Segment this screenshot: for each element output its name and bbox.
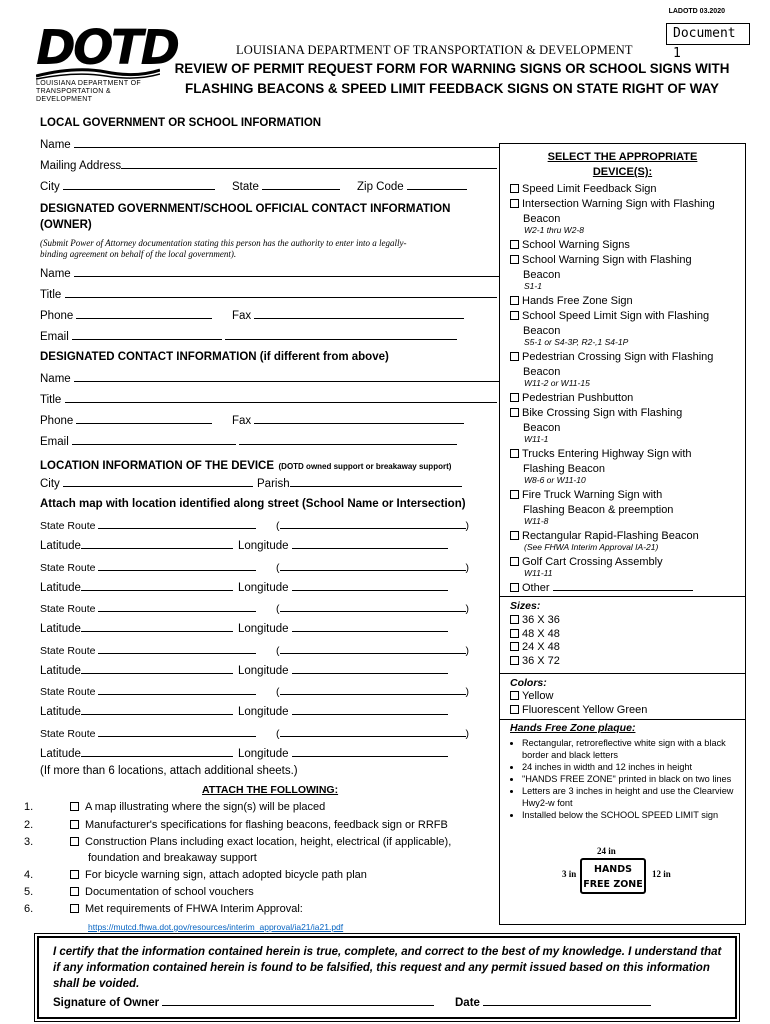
device-checkbox[interactable] xyxy=(510,311,519,320)
route-description-field[interactable]: ( ) xyxy=(276,686,469,699)
size-option[interactable] xyxy=(510,641,560,654)
location-city-field[interactable] xyxy=(40,477,253,490)
device-option[interactable] xyxy=(510,488,673,518)
device-checkbox[interactable] xyxy=(510,408,519,417)
attach-item-number: 5. xyxy=(24,886,34,898)
local-name-field[interactable] xyxy=(40,138,500,151)
attach-item-text: Met requirements of FHWA Interim Approval: xyxy=(85,903,303,915)
signature-label: Signature of Owner xyxy=(53,997,160,1009)
attach-item-number: 4. xyxy=(24,869,34,881)
state-route-label: State Route xyxy=(40,603,96,616)
size-label: 48 X 48 xyxy=(522,627,560,640)
state-route-label: State Route xyxy=(40,686,96,699)
sizes-divider xyxy=(500,596,745,597)
device-checkbox[interactable] xyxy=(510,255,519,264)
state-route-label: State Route xyxy=(40,644,96,657)
contact-phone-label: Phone xyxy=(40,415,74,427)
logo-text: DOTD xyxy=(36,20,178,76)
device-option[interactable] xyxy=(510,197,715,227)
longitude-field[interactable] xyxy=(238,539,448,552)
device-label-2: Beacon xyxy=(523,269,561,281)
device-label: Intersection Warning Sign with Flashing xyxy=(522,198,715,210)
device-option[interactable] xyxy=(510,182,657,197)
device-label: School Warning Signs xyxy=(522,239,630,251)
official-phone-label: Phone xyxy=(40,310,74,322)
contact-email-label: Email xyxy=(40,436,69,448)
attach-item-number: 6. xyxy=(24,903,34,915)
sign-line-1: HANDS xyxy=(594,864,632,875)
device-checkbox[interactable] xyxy=(510,490,519,499)
page-title xyxy=(166,59,738,99)
latitude-field[interactable] xyxy=(40,664,233,677)
attach-item-text: A map illustrating where the sign(s) will be placed xyxy=(85,801,326,813)
longitude-field[interactable] xyxy=(238,581,448,594)
device-checkbox[interactable] xyxy=(510,393,519,402)
official-title-field[interactable] xyxy=(40,288,497,301)
sign-line-2: FREE ZONE xyxy=(583,879,643,890)
local-state-field[interactable] xyxy=(232,180,340,193)
contact-fax-label: Fax xyxy=(232,415,252,427)
official-name-label: Name xyxy=(40,268,71,280)
attach-item-text: Documentation of school vouchers xyxy=(85,886,254,898)
route-description-field[interactable]: ( ) xyxy=(276,644,469,657)
attach-checkbox[interactable] xyxy=(70,802,79,811)
location-map-note: Attach map with location identified along street (School Name or Intersection) xyxy=(40,498,466,510)
plaque-bullets xyxy=(510,737,736,821)
local-mailing-field[interactable] xyxy=(40,159,497,172)
date-label: Date xyxy=(455,997,480,1009)
state-route-field[interactable] xyxy=(40,727,256,740)
device-option[interactable] xyxy=(510,253,692,283)
size-checkbox[interactable] xyxy=(510,642,519,651)
state-route-field[interactable] xyxy=(40,685,256,698)
longitude-label: Longitude xyxy=(238,664,289,677)
device-label: Golf Cart Crossing Assembly xyxy=(522,556,663,568)
device-option[interactable] xyxy=(510,406,682,436)
logo-sub-1: LOUISIANA DEPARTMENT OF xyxy=(36,80,141,87)
latitude-label: Latitude xyxy=(40,540,81,552)
device-option[interactable] xyxy=(510,294,633,309)
contact-name-field[interactable] xyxy=(40,372,500,385)
plaque-bullet: • "HANDS FREE ZONE" printed in black on two lines xyxy=(522,773,736,785)
device-label-2: Beacon xyxy=(523,366,561,378)
dim-height: 12 in xyxy=(652,869,671,879)
size-label: 36 X 36 xyxy=(522,614,560,626)
contact-fax-field[interactable] xyxy=(232,414,464,427)
device-label: Speed Limit Feedback Sign xyxy=(522,183,657,195)
official-name-field[interactable] xyxy=(40,267,500,280)
device-checkbox[interactable] xyxy=(510,184,519,193)
attach-item[interactable] xyxy=(24,901,303,917)
device-label: Rectangular Rapid-Flashing Beacon xyxy=(522,530,699,542)
color-label: Yellow xyxy=(522,690,554,702)
route-description-field[interactable]: ( ) xyxy=(276,561,469,574)
route-description-field[interactable]: ( ) xyxy=(276,603,469,616)
state-route-label: State Route xyxy=(40,520,96,532)
attach-item-text: Manufacturer's specifications for flashing beacons, feedback sign or RRFB xyxy=(85,819,448,831)
longitude-label: Longitude xyxy=(238,706,289,719)
attach-item[interactable] xyxy=(24,834,452,850)
longitude-label: Longitude xyxy=(238,623,289,636)
attach-heading: ATTACH THE FOLLOWING: xyxy=(202,784,339,796)
route-description-field[interactable]: ( ) xyxy=(276,728,469,740)
device-label: Trucks Entering Highway Sign with xyxy=(522,448,692,460)
device-checkbox[interactable] xyxy=(510,199,519,208)
official-note-1: (Submit Power of Attorney documentation stating this person has the authority to enter into a legally- xyxy=(40,238,407,248)
title-line-2: FLASHING BEACONS & SPEED LIMIT FEEDBACK SIGNS ON STATE RIGHT OF WAY xyxy=(185,81,719,96)
official-note xyxy=(40,238,407,260)
contact-title-field[interactable] xyxy=(40,393,497,406)
location-heading-note: (DOTD owned support or breakaway support) xyxy=(278,462,452,471)
date-field[interactable] xyxy=(455,996,651,1009)
device-code: W2-1 thru W2-8 xyxy=(524,225,584,235)
local-zip-label: Zip Code xyxy=(357,181,404,193)
device-label-2: Beacon xyxy=(523,325,561,337)
device-label-2: Beacon xyxy=(523,213,561,225)
size-option[interactable] xyxy=(510,628,560,641)
attach-item-number: 2. xyxy=(24,819,34,831)
device-checkbox[interactable] xyxy=(510,531,519,540)
official-fax-label: Fax xyxy=(232,310,252,322)
attach-item xyxy=(48,850,257,866)
title-line-1: REVIEW OF PERMIT REQUEST FORM FOR WARNING SIGNS OR SCHOOL SIGNS WITH xyxy=(174,61,730,76)
device-code: (See FHWA Interim Approval IA-21) xyxy=(524,542,659,552)
latitude-field[interactable] xyxy=(40,581,233,594)
size-option[interactable] xyxy=(510,655,560,668)
longitude-field[interactable] xyxy=(238,747,448,760)
device-code: W8-6 or W11-10 xyxy=(524,475,586,485)
local-city-label: City xyxy=(40,181,60,193)
official-email-field[interactable] xyxy=(40,330,457,343)
official-heading xyxy=(40,201,450,233)
device-checkbox[interactable] xyxy=(510,296,519,305)
size-checkbox[interactable] xyxy=(510,656,519,665)
agency-name: LOUISIANA DEPARTMENT OF TRANSPORTATION & DEVELOPMENT xyxy=(236,43,633,57)
device-code: W11-8 xyxy=(524,516,549,526)
attach-checkbox[interactable] xyxy=(70,837,79,846)
state-route-field[interactable] xyxy=(40,602,256,615)
contact-email-field[interactable] xyxy=(40,435,457,448)
official-phone-field[interactable] xyxy=(40,309,212,322)
colors-divider xyxy=(500,673,745,674)
certification-text: I certify that the information contained herein is true, complete, and correct to the best of my knowledge. I understand that if any information contained herein is found to be falsified, this request and any permit issued based on this information shall be voided. xyxy=(53,946,722,990)
certification-box xyxy=(37,936,737,1019)
latitude-label: Latitude xyxy=(40,706,81,719)
color-checkbox[interactable] xyxy=(510,691,519,700)
device-label-2: Beacon xyxy=(523,422,561,434)
longitude-field[interactable] xyxy=(238,705,448,718)
contact-title-label: Title xyxy=(40,394,62,406)
plaque-bullet: • Letters are 3 inches in height and use the Clearview Hwy2-w font xyxy=(522,785,736,809)
size-label: 24 X 48 xyxy=(522,641,560,653)
device-code: S5-1 or S4-3P, R2-,1 S4-1P xyxy=(524,337,629,347)
attach-item-text: foundation and breakaway support xyxy=(88,852,257,864)
location-parish-field[interactable] xyxy=(257,477,462,490)
longitude-label: Longitude xyxy=(238,748,289,760)
location-city-label: City xyxy=(40,478,60,490)
official-email-label: Email xyxy=(40,331,69,343)
device-label-2: Flashing Beacon xyxy=(523,463,605,475)
attach-item-text: For bicycle warning sign, attach adopted bicycle path plan xyxy=(85,869,367,881)
colors-heading: Colors: xyxy=(510,677,547,689)
color-option[interactable] xyxy=(510,689,553,703)
document-label: Document 1 xyxy=(666,23,750,45)
official-note-2: binding agreement on behalf of the local government). xyxy=(40,249,237,259)
longitude-label: Longitude xyxy=(238,540,289,552)
device-label: Pedestrian Crossing Sign with Flashing xyxy=(522,351,714,363)
device-code: W11-2 or W11-15 xyxy=(524,378,590,388)
longitude-field[interactable] xyxy=(238,622,448,635)
device-checkbox[interactable] xyxy=(510,240,519,249)
devices-heading-2: DEVICE(S): xyxy=(592,166,653,178)
official-heading-2: (OWNER) xyxy=(40,219,92,231)
dim-letter: 3 in xyxy=(562,869,577,879)
attach-item-text: Construction Plans including exact location, height, electrical (if applicable), xyxy=(85,836,452,848)
contact-heading: DESIGNATED CONTACT INFORMATION (if different from above) xyxy=(40,351,389,363)
attach-item[interactable] xyxy=(24,867,367,883)
color-label: Fluorescent Yellow Green xyxy=(522,704,648,716)
location-heading-text: LOCATION INFORMATION OF THE DEVICE xyxy=(40,460,275,472)
location-parish-label: Parish xyxy=(257,478,290,490)
plaque-heading: Hands Free Zone plaque: xyxy=(510,722,636,734)
latitude-field[interactable] xyxy=(40,747,233,760)
size-checkbox[interactable] xyxy=(510,629,519,638)
attach-item[interactable] xyxy=(24,884,254,900)
contact-name-label: Name xyxy=(40,373,71,385)
state-route-label: State Route xyxy=(40,728,96,740)
latitude-field[interactable] xyxy=(40,539,233,552)
attach-checkbox[interactable] xyxy=(70,904,79,913)
devices-heading-1: SELECT THE APPROPRIATE xyxy=(547,151,698,163)
attach-checkbox[interactable] xyxy=(70,870,79,879)
attach-checkbox[interactable] xyxy=(70,887,79,896)
device-label: School Speed Limit Sign with Flashing xyxy=(522,310,710,322)
device-option[interactable] xyxy=(510,350,713,380)
device-checkbox[interactable] xyxy=(510,583,519,592)
route-description-field[interactable]: ( ) xyxy=(276,520,469,532)
plaque-divider xyxy=(500,719,745,720)
state-route-field[interactable] xyxy=(40,519,256,532)
latitude-label: Latitude xyxy=(40,581,81,594)
latitude-field[interactable] xyxy=(40,622,233,635)
attach-checkbox[interactable] xyxy=(70,820,79,829)
device-option[interactable] xyxy=(510,581,693,596)
latitude-label: Latitude xyxy=(40,623,81,636)
fhwa-link-text[interactable]: https://mutcd.fhwa.dot.gov/resources/interim_approval/ia21/ia21.pdf xyxy=(88,922,344,932)
plaque-bullet: • Rectangular, retroreflective white sign with a black border and black letters xyxy=(522,737,736,761)
device-label: Fire Truck Warning Sign with xyxy=(522,489,663,501)
official-title-label: Title xyxy=(40,289,62,301)
plaque-bullet: • Installed below the SCHOOL SPEED LIMIT sign xyxy=(522,809,736,821)
local-state-label: State xyxy=(232,181,259,193)
color-option[interactable] xyxy=(510,703,647,717)
latitude-label: Latitude xyxy=(40,748,81,760)
device-option[interactable] xyxy=(510,238,630,253)
device-code: W11-1 xyxy=(524,434,549,444)
state-route-field[interactable] xyxy=(40,561,256,574)
device-option[interactable] xyxy=(510,309,709,339)
dim-width: 24 in xyxy=(597,846,616,856)
logo-sub-2: TRANSPORTATION & DEVELOPMENT xyxy=(36,88,111,103)
devices-heading xyxy=(500,150,745,180)
attach-item-number: 1. xyxy=(24,801,34,813)
state-route-field[interactable] xyxy=(40,644,256,657)
local-mailing-label: Mailing Address xyxy=(40,160,122,172)
size-label: 36 X 72 xyxy=(522,654,560,667)
official-fax-field[interactable] xyxy=(232,309,464,322)
local-zip-field[interactable] xyxy=(357,180,467,193)
local-heading: LOCAL GOVERNMENT OR SCHOOL INFORMATION xyxy=(40,117,322,129)
device-code: W11-11 xyxy=(524,568,553,578)
attach-item-number: 3. xyxy=(24,836,34,848)
local-city-field[interactable] xyxy=(40,180,215,193)
location-more-note: (If more than 6 locations, attach additional sheets.) xyxy=(40,765,298,777)
device-code: S1-1 xyxy=(524,281,542,291)
location-heading xyxy=(40,456,451,474)
longitude-label: Longitude xyxy=(238,581,289,594)
device-label: Bike Crossing Sign with Flashing xyxy=(522,407,683,419)
state-route-label: State Route xyxy=(40,561,96,574)
longitude-field[interactable] xyxy=(238,664,448,677)
device-label: Other xyxy=(522,582,550,594)
device-label: Pedestrian Pushbutton xyxy=(522,392,634,404)
plaque-bullet: • 24 inches in width and 12 inches in height xyxy=(522,761,736,773)
latitude-field[interactable] xyxy=(40,705,233,718)
device-label-2: Flashing Beacon & preemption xyxy=(523,504,674,516)
form-code: LADOTD 03.2020 xyxy=(668,8,725,15)
contact-phone-field[interactable] xyxy=(40,414,212,427)
local-name-label: Name xyxy=(40,139,71,151)
sizes-heading: Sizes: xyxy=(510,600,541,612)
size-option[interactable] xyxy=(510,614,560,627)
device-checkbox[interactable] xyxy=(510,352,519,361)
device-option[interactable] xyxy=(510,447,692,477)
official-heading-1: DESIGNATED GOVERNMENT/SCHOOL OFFICIAL CONTACT INFORMATION xyxy=(40,203,451,215)
size-checkbox[interactable] xyxy=(510,615,519,624)
attach-item[interactable] xyxy=(24,799,326,815)
device-label: School Warning Sign with Flashing xyxy=(522,254,692,266)
color-checkbox[interactable] xyxy=(510,705,519,714)
hands-free-sign xyxy=(580,858,646,894)
dotd-logo xyxy=(36,20,178,106)
fhwa-link[interactable] xyxy=(88,917,343,935)
attach-item[interactable] xyxy=(24,817,448,833)
device-checkbox[interactable] xyxy=(510,557,519,566)
device-option[interactable] xyxy=(510,391,633,406)
device-label: Hands Free Zone Sign xyxy=(522,295,633,307)
latitude-label: Latitude xyxy=(40,664,81,677)
signature-field[interactable] xyxy=(53,996,434,1009)
device-checkbox[interactable] xyxy=(510,449,519,458)
